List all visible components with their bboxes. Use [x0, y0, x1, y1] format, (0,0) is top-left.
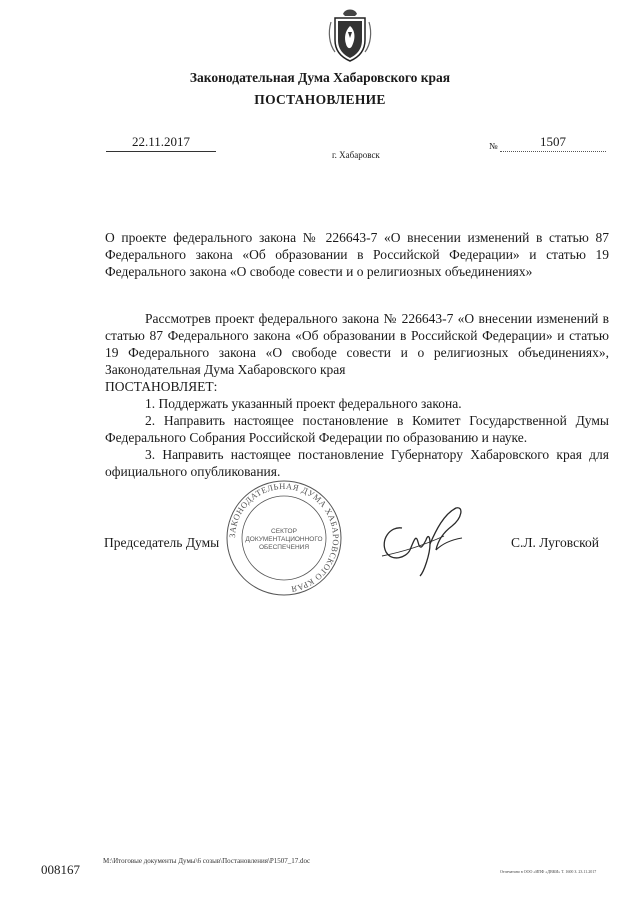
document-type: ПОСТАНОВЛЕНИЕ — [254, 92, 386, 107]
document-code: 008167 — [41, 862, 80, 877]
list-item: 1. Поддержать указанный проект федерального закона. — [145, 396, 462, 411]
coat-of-arms-icon — [325, 6, 375, 64]
document-body — [105, 310, 609, 480]
list-item: 2. Направить настоящее постановление в Комитет Государственной Думы Федерального Собрания Российской Федерации по образованию и науке. — [105, 413, 609, 445]
stamp-line: ДОКУМЕНТАЦИОННОГО — [245, 536, 323, 543]
number-sign: № — [489, 141, 498, 151]
organization-name: Законодательная Дума Хабаровского края — [189, 70, 451, 85]
file-path: M:\Итоговые документы Думы\6 созыв\Постановления\P1507_17.doc — [103, 857, 311, 865]
resolves-heading: ПОСТАНОВЛЯЕТ: — [105, 379, 218, 394]
stamp-line: ОБЕСПЕЧЕНИЯ — [258, 544, 310, 551]
stamp-outer-text: ЗАКОНОДАТЕЛЬНАЯ ДУМА ХАБАРОВСКОГО КРАЯ — [226, 480, 342, 595]
handwritten-signature — [372, 500, 472, 580]
signatory-name: С.Л. Луговской — [511, 535, 599, 550]
list-item: 3. Направить настоящее постановление Губернатору Хабаровского края для официального опубликования. — [105, 447, 609, 479]
document-subject: О проекте федерального закона № 226643-7 «О внесении изменений в статью 87 Федерального закона «Об образовании в Российской Федерации» и статью 19 Федерального закона «О свободе совести и о религиозных объединениях» — [105, 230, 609, 279]
city: г. Хабаровск — [332, 150, 380, 160]
document-date: 22.11.2017 — [106, 134, 216, 152]
document-number: 1507 — [500, 134, 606, 152]
official-stamp — [224, 478, 344, 598]
print-info: Отпечатано в ООО «ИПФ «ДВКИ» Т. 1600 З. 23.11.2017 — [500, 869, 597, 874]
signatory-position: Председатель Думы — [104, 535, 220, 550]
stamp-line: СЕКТОР — [271, 528, 297, 535]
preamble: Рассмотрев проект федерального закона № 226643-7 «О внесении изменений в статью 87 Федерального закона «Об образовании в Российской Федерации» и статью 19 Федерального закона «О свободе совести и о религиозных объединениях», Законодательная Дума Хабаровского края — [105, 311, 609, 377]
